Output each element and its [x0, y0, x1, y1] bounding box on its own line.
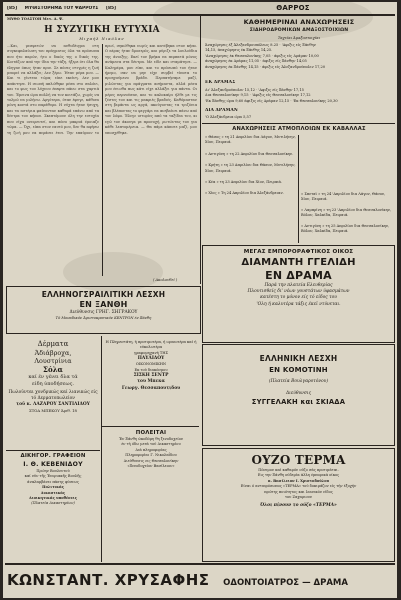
typewriter-line: του Μπεκα — [137, 379, 165, 385]
header-center-num: [85] — [105, 6, 117, 11]
footer-rule — [5, 563, 395, 565]
ad-diamanti — [202, 245, 395, 343]
ships-rule — [202, 123, 395, 124]
ad-diamanti-text: 'Ολη ή καλυτέρα τάξις έκεϊ ντύνεται. — [256, 301, 341, 307]
ad-diamanti-text: κατέστη το μόνον είς τό είδος του — [260, 295, 337, 301]
ships-right — [301, 192, 393, 244]
politeia-line: Διά πληροφορίας — [135, 447, 167, 452]
newspaper-name: ΘΑΡΡΟΣ — [276, 4, 310, 12]
ship-item: « Λαμπρίνη » τη 23 'Απριλίου δια Θεσσαλονίκην, Βόλον, Χαλκίδα, Πειραιά. — [301, 207, 392, 218]
ad-diamanti-line2: ΔΙΑΜΑΝΤΗ ΓΓΕΛΙΔΗ — [241, 257, 356, 268]
politeia-title: ΠΟΛΕΙΤΑΙ — [135, 430, 167, 436]
typewriter-line: Η Πληρεστάτη, ή προτιμοτέρα, ή ωραιοτέρα καί ή εύκολωτέρα — [105, 340, 197, 350]
section2-heading: ΔΙΑ ΔΡΑΜΑΝ — [205, 108, 238, 113]
ouzo-line: Πόσιμον καί καθαρόν ούζο σάς προτιμάται. — [258, 468, 339, 472]
ad-lesxi-xanthi — [6, 286, 201, 334]
header-center: ΜΥΘΙΣΤΟΡΗΜΑ ΤΟΥ ΨΑΡΡΟΥΣ — [24, 6, 99, 11]
footer-profession: ΟΔΟΝΤΟΙΑΤΡΟΣ — ΔΡΑΜΑ — [223, 578, 348, 588]
ad-politeia — [104, 429, 198, 559]
schedule-line: άναχώρησις έκ Ξάνθης 14,15 · άφιξις είς Άλεξανδρούπολιν 17,20 — [205, 64, 326, 69]
ship-item: « Σπεταϊ » τη 24 'Απριλίου δια Λάγον, Θάσον, Χίον, Πειραιά. — [301, 192, 386, 202]
komotini-line4: Διεύθυνσις — [285, 391, 312, 397]
lawyer-name: Ι. Θ. ΚΕΒΕΝΙΔΟΥ — [23, 461, 83, 468]
derma-line: Λουστρίνια — [34, 357, 72, 365]
ouzo-line: πρώτης ποιότητος και λιανικόν είδος — [264, 489, 333, 494]
typewriter-line: ΠΑΥΛΙΔΟΥ — [137, 356, 165, 362]
section2-line: 'Ο Άλεξάνδρεια ώρα 5,57 — [205, 115, 252, 119]
lawyer-line: (Πλατεία Δικαστηρίων) — [31, 501, 75, 506]
lesxi-xanthi-line2: ΕΝ ΞΑΝΘΗ — [79, 300, 128, 309]
komotini-line2: ΕΝ ΚΟΜΟΤΙΝΗ — [269, 366, 328, 374]
footer-ad — [7, 566, 393, 594]
ouzo-line: Είναι ό αντιπρόσωπος «ΤΕΡΜΑ» τού δοκιμάζον είς τήν έξοχήν — [240, 484, 357, 489]
lesxi-xanthi-line1: ΕΛΛΗΝΟΓΣΡΑΙΛΙΤΙΚΗ ΛΕΣΧΗ — [41, 290, 166, 299]
lawyer-line: άναλαμβάνει πάσης φύσεως — [27, 479, 79, 484]
lawyer-line: Πρώην Βουλευτού — [36, 469, 70, 473]
derma-line: τοῦ κ. ΛΑΖΑΡΟΥ ΣΑΝΤΙΛΙΔΟΥ — [16, 402, 90, 407]
schedule-lines — [205, 43, 393, 79]
ad-rule — [6, 450, 100, 451]
schedule-line: 'Αναχώρησις έκ Θεσσαλονίκης 7,05 · άφιξις είς Δράμαν 10,00 — [205, 53, 319, 58]
lesxi-xanthi-line4: Τό Μοναδικόν Άριστοκρατικόν ΚΕΝΤΡΟΝ έν Ξάνθη — [55, 316, 152, 321]
ship-item: « Κέα » τη 23 Απριλίου δια Χίον, Πειραιά. — [205, 180, 283, 185]
schedule-subtitle: ΣΙΔΗΡΟΔΡΟΜΙΚΩΝ ΑΜΑΞΟΣΤΟΙΧΙΩΝ — [249, 28, 349, 33]
story-title: Η ΣΥΖΥΓΙΚΗ ΕΥΤΥΧΙΑ — [44, 25, 160, 35]
story-body — [7, 44, 197, 276]
ship-item: « Χίος » Τη 24 Απριλίου δια Άλεξάνδρειαν. — [205, 191, 284, 196]
typewriter-line: γραφομηχανή ΤΗΣ — [133, 350, 168, 355]
page-header — [7, 6, 197, 14]
lawyer-line: Πολιτικάς — [42, 485, 64, 490]
politeia-line: «Ξενοδοχείον Βασίλειον» — [127, 464, 175, 469]
ad-rule — [102, 426, 199, 427]
derma-line: Δέρματα — [37, 340, 69, 348]
lawyer-line: Δικαστικάς — [40, 490, 66, 495]
ouzo-line: α. Βασίλειον Ι. Χριστοδούλου — [267, 478, 330, 483]
ad-ouzo — [202, 448, 395, 562]
ship-item: « Αντιγόνη » τη 25 Απριλίου δια Θεσσαλονίκην, Βόλον, Χαλκίδα, Πειραιά. — [301, 223, 390, 234]
ship-item: « Αντιγόνη » τη 22 Απριλίου δια Θεσσαλονίκην. — [205, 151, 294, 156]
ad-diamanti-line1: ΜΕΓΑΣ ΕΜΠΟΡΟΡΑΦΤΙΚΟΣ ΟΙΚΟΣ — [243, 249, 354, 255]
body-text: ...Και, μεσφετών να ανθοδέιγμα στη συγκεφαλαίωση του πράγματος όλα τα πρόσωπα που ήτο παρών, ήτο ο δικός της ο δικός της. Κοιτάζων από την ίδια την τάξη, ήξερε ότι όλα θα έληγαν όπως ήταν πριν. Σε πόσες στιγμές η ζωή μπορεί να αλλάξει; Δεν ξέρω. Ήταν μέρα μου. — Και τι γίνεται τώρα; είπε εκείνη. Δεν μου απάντησε. Η σιωπή απλώθηκε μέσα στο σαλόνι, και το φως του λύχνου έπεφτε πάνω στα χαρτιά του. Έμεινα ώρα πολλή να τον κοιτάζω, χωρίς να τολμώ να μιλήσω. Αργότερα, όταν έφυγε, κάθισα μόνη κοντά στο παράθυρο. Η νύχτα ήταν ήσυχη, και τα αστέρια φαίνονταν καθαρά επάνω από τα δέντρα του κήπου. Σκεπτόμουν όλη την ευτυχία που είχα ονειρευτεί, και πόσο μακριά έμοιαζε τώρα. — Όχι, είπα στον εαυτό μου, δεν θα αφήσω τη ζωή μου να περάσει έτσι. Την επαύριον το πρωί, σηκώθηκα νωρίς και κατέβηκα στον κήπο. Ο αέρας ήταν δροσερός, και μύριζε τα λουλούδια της άνοιξης. Εκεί τον βρήκα να περπατά μόνος ανάμεσα στα δέντρα. Με είδε και σταμάτησε. — Καλημέρα, μου είπε, και το πρόσωπό του ήταν ήρεμο, σαν να μην είχε συμβεί τίποτα το προηγούμενο βράδυ. Περπατήσαμε μαζί, μιλώντας για πράγματα ασήμαντα, αλλά μέσα μου ένιωθα πως κάτι είχε αλλάξει για πάντα. Οι μέρες περνούσαν, και το καλοκαίρι ήλθε με τις ζέστες του και τις μακριές βραδιές. Καθόμασταν στη βεράντα ως αργά, ακούγοντας τα τριζόνια και βλέποντας το φεγγάρι να ανεβαίνει πάνω από τον λόφο. Έλεγε ιστορίες από τα ταξίδια του, κι εγώ τον άκουγα με προσοχή, ρωτώντας του για κάθε λεπτομέρεια. — Θα πάμε κάποτε μαζί, μου υποσχέθηκε. — [7, 44, 197, 135]
header-left: [85] — [7, 6, 18, 11]
typewriter-line: ΣΙΣΚΗ ΣΕΝΤΡ — [133, 373, 169, 379]
komotini-line5: ΣΥΓΓΕΛΑΚΗ και ΣΚΙΑΔΑ — [251, 398, 346, 407]
ouzo-line: Όλοι πίνουν το ούζο «ΤΕΡΜΑ» — [260, 503, 337, 509]
politeia-line: Πληροφορίαι Γ. Νικολαΐδου — [125, 453, 177, 458]
derma-line: Σόλα — [43, 365, 63, 374]
ad-diamanti-text: Πλουτισθείς δι' νέων γουστάτων ύφασμάτων — [247, 289, 350, 295]
drama-lines — [205, 88, 393, 106]
politeia-line: Έν Ξάνθη ώκοδόμη θη ξενοδοχείον — [118, 437, 184, 441]
typewriter-line: Εκ τού διακόσμου — [134, 367, 168, 372]
derma-line: καί έν γένει δλα τά — [28, 374, 78, 380]
schedule-section: Ταχεϊαι Άμαξοστοιχίαι — [277, 36, 321, 40]
story-signoff: ( Ακολουθεί ) — [153, 278, 178, 282]
ad-diamanti-line4: Παρά την πλατεία Ελευθερίας — [264, 283, 333, 288]
derma-line: Πωλοῦνται χονδρικώς καί λιανικώς είς τό Δερματοπωλείον — [8, 390, 98, 401]
column-divider — [200, 14, 201, 284]
schedule-line: 14,15, άναχώρησις έκ Ξάνθης 14,25. — [205, 48, 273, 53]
column-divider — [101, 336, 102, 562]
drama-line: Δια Θεσσαλονίκην 9,15 · 'Αφιξις είς Θεσσαλονίκην 17,12 — [205, 93, 311, 98]
ouzo-title: ΟΥΖΟ ΤΕΡΜΑ — [251, 453, 346, 467]
ships-title: ΑΝΑΧΩΡΗΣΕΙΣ ΑΤΜΟΠΛΟΙΩΝ ΕΚ ΚΑΒΑΛΛΑΣ — [232, 126, 366, 132]
derma-line: είδη ύποδήσεως. — [32, 381, 74, 387]
typewriter-line: Γεωργ. Θεσσαπουτιδου — [121, 385, 181, 391]
politeia-line: έν τή όδω μετά τού Δικαστηρίου — [121, 442, 181, 447]
lawyer-line: Διοικητικάς υποθέσεις — [29, 496, 77, 501]
ouzo-line: του Ζαχαριουν — [284, 495, 313, 500]
newspaper-page — [3, 2, 397, 598]
lawyer-line: καί νῦν τῆς Ένοριακῆς Βουλῆς — [24, 474, 82, 479]
drama-line: Δι' Άλεξανδρούπολιν 15,12 · 'Αφιξις είς Ξάνθην 17,15 — [205, 88, 304, 92]
ad-derma — [7, 340, 99, 448]
schedule-title: ΚΑΘΗΜΕΡΙΝΑΙ ΑΝΑΧΩΡΗΣΕΙΣ — [243, 18, 355, 26]
komotini-line3: (Πλατεία Βουλγαροτόνου) — [268, 379, 329, 384]
story-sub: ΜΥΘΟ ΤΟΛΣΤΟΗ Μετ. Α. Ψ. — [7, 17, 64, 21]
ad-typewriter — [104, 340, 198, 424]
schedule-line: Άναχώρησις έξ Άλεξανδρουπόλεως 8.25 · 'Αφιξις είς Ξάνθην — [205, 43, 316, 47]
ship-item: « Κρήτη » τη 23 Απριλίου δια Θάσον, Μυτιλήνην, Χίον, Πειραιά. — [205, 163, 296, 173]
ad-lesxi-komotini — [202, 344, 395, 446]
ad-lawyer — [7, 452, 99, 562]
drama-line: 'Εκ Ξάνθης ώρα 9,60 άφιξις είς Δράμαν 12,15 · 'Εκ Θεσσαλονίκης 20,30 — [205, 98, 338, 103]
ad-diamanti-line3: ΕΝ ΔΡΑΜΑ — [265, 269, 332, 282]
typewriter-line: ΟΙΚΟΝΟΜΙΚΗΝ — [135, 362, 167, 367]
politeia-line: Διεύθυνσις εις Θεσσαλονίκην — [123, 458, 179, 463]
schedule-line: άναχώρησις έκ Δράμας 11,05 · άφιξις είς Ξάνθην 14,05 — [205, 59, 307, 64]
derma-line: Άδιάβροχα, — [34, 349, 72, 357]
lesxi-xanthi-line3: Διεύθυνσις ΓΡΗΓ. ΣΗΓΡΑΚΟΥ — [69, 310, 138, 315]
derma-line: ΣΤΟΑ ΜΠΕΚΟΥ Άριθ. 18 — [29, 408, 77, 413]
footer-name: ΚΩΝΣΤΑΝΤ. ΧΡΥΣΑΦΗΣ — [7, 571, 210, 589]
ship-item: « Θάσος » τη 21 Απριλίου δια Λάγον, Μυτιλήνην, Χίον, Πειραιά. — [205, 135, 296, 145]
ships-left — [205, 135, 297, 243]
lawyer-title: ΔΙΚΗΓΟΡ. ΓΡΑΦΕΙΟΝ — [20, 453, 86, 459]
drama-heading: ΕΚ ΔΡΑΜΑΣ — [205, 80, 236, 85]
story-byline: Μιχαήλ Νικόλαν — [79, 37, 125, 41]
ships-divider — [298, 135, 299, 243]
ouzo-line: Εις την Ξάνθη ούδεμία άλλη έμπορικά οίκος — [257, 473, 340, 478]
komotini-line1: ΕΛΛΗΝΙΚΗ ΛΕΣΧΗ — [259, 354, 338, 363]
